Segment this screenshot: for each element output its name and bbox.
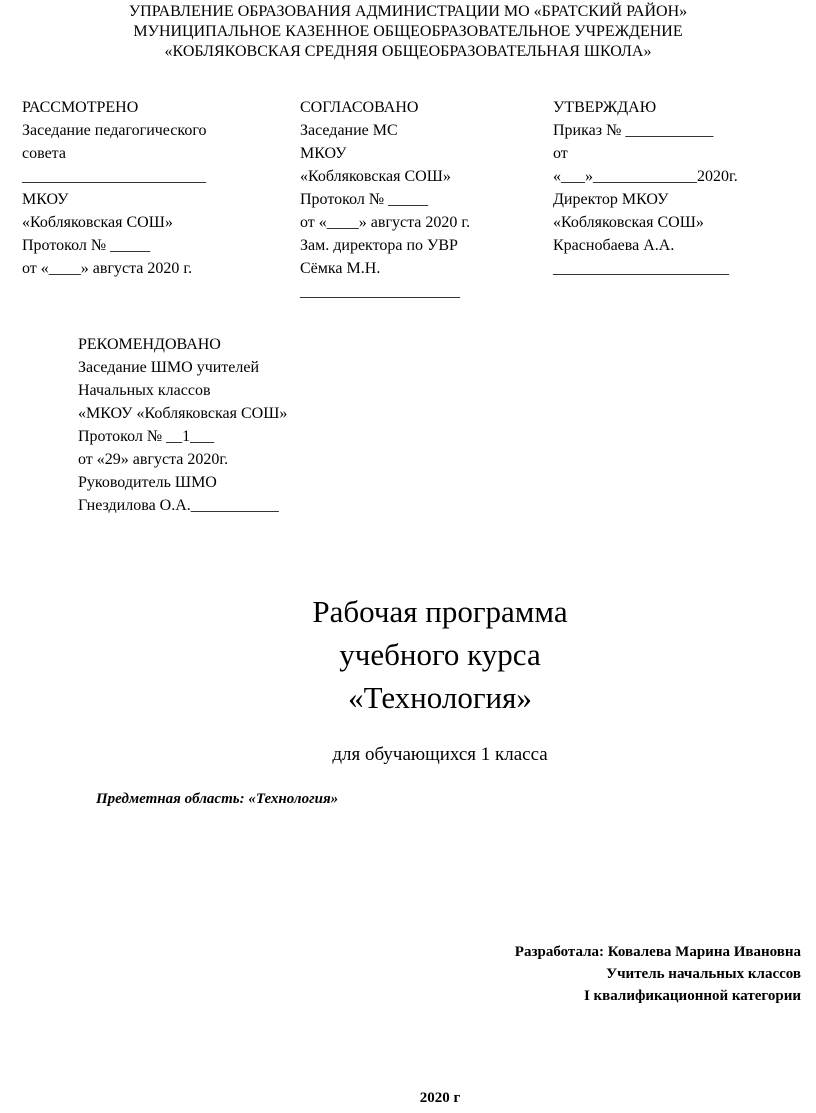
document-year: 2020 г [419,1090,461,1106]
considered-signature-line: _______________________ [22,168,206,185]
author-name: Разработала: Ковалева Марина Ивановна [514,944,801,960]
header-line-3: «КОБЛЯКОВСКАЯ СРЕДНЯЯ ОБЩЕОБРАЗОВАТЕЛЬНАЯ ШКОЛА» [164,43,652,60]
approved-date: «___»_____________2020г. [553,168,738,185]
recommended-name: Гнездилова О.А.___________ [78,497,279,514]
header-line-1: УПРАВЛЕНИЕ ОБРАЗОВАНИЯ АДМИНИСТРАЦИИ МО «БРАТСКИЙ РАЙОН» [128,3,688,20]
agreed-name: Сёмка М.Н. [300,260,381,277]
author-position: Учитель начальных классов [606,966,801,982]
recommended-title: РЕКОМЕНДОВАНО [78,336,221,353]
agreed-date: от «____» августа 2020 г. [300,214,471,231]
approved-line: Директор МКОУ [553,191,669,208]
considered-block [22,96,207,280]
approved-block [553,96,738,280]
agreed-line: Заседание МС [300,122,398,139]
agreed-line: МКОУ [300,145,347,162]
title-line-3: «Технология» [348,680,532,715]
considered-line: совета [22,145,66,162]
subject-area: Предметная область: «Технология» [96,791,339,807]
agreed-line: «Кобляковская СОШ» [300,168,451,185]
approved-signature-line: ______________________ [553,260,729,277]
recommended-date: от «29» августа 2020г. [78,451,229,468]
agreed-title: СОГЛАСОВАНО [300,99,419,116]
recommended-line: «МКОУ «Кобляковская СОШ» [78,405,288,422]
recommended-line: Заседание ШМО учителей [78,359,260,376]
recommended-line: Начальных классов [78,382,211,399]
agreed-signature-line: ____________________ [300,283,460,300]
agreed-block [300,96,470,303]
title-line-2: учебного курса [339,637,541,672]
agreed-line: Зам. директора по УВР [300,237,458,254]
considered-title: РАССМОТРЕНО [22,99,139,116]
school-header [0,0,816,62]
considered-protocol: Протокол № _____ [22,237,151,254]
considered-date: от «____» августа 2020 г. [22,260,193,277]
considered-line: Заседание педагогического [22,122,207,139]
document-subtitle: для обучающихся 1 класса [332,744,548,765]
approved-order: Приказ № ___________ [553,122,714,139]
document-title [0,590,816,719]
title-line-1: Рабочая программа [312,594,568,629]
recommended-line: Руководитель ШМО [78,474,217,491]
header-line-2: МУНИЦИПАЛЬНОЕ КАЗЕННОЕ ОБЩЕОБРАЗОВАТЕЛЬНОЕ УЧРЕЖДЕНИЕ [133,23,683,40]
author-category: I квалификационной категории [583,988,801,1004]
approved-name: Краснобаева А.А. [553,237,675,254]
author-block [515,941,801,1007]
agreed-protocol: Протокол № _____ [300,191,429,208]
approved-title: УТВЕРЖДАЮ [553,99,657,116]
recommended-block [78,333,287,517]
approved-line: «Кобляковская СОШ» [553,214,704,231]
considered-line: МКОУ [22,191,69,208]
considered-line: «Кобляковская СОШ» [22,214,173,231]
recommended-protocol: Протокол № __1___ [78,428,215,445]
approved-line: от [553,145,568,162]
